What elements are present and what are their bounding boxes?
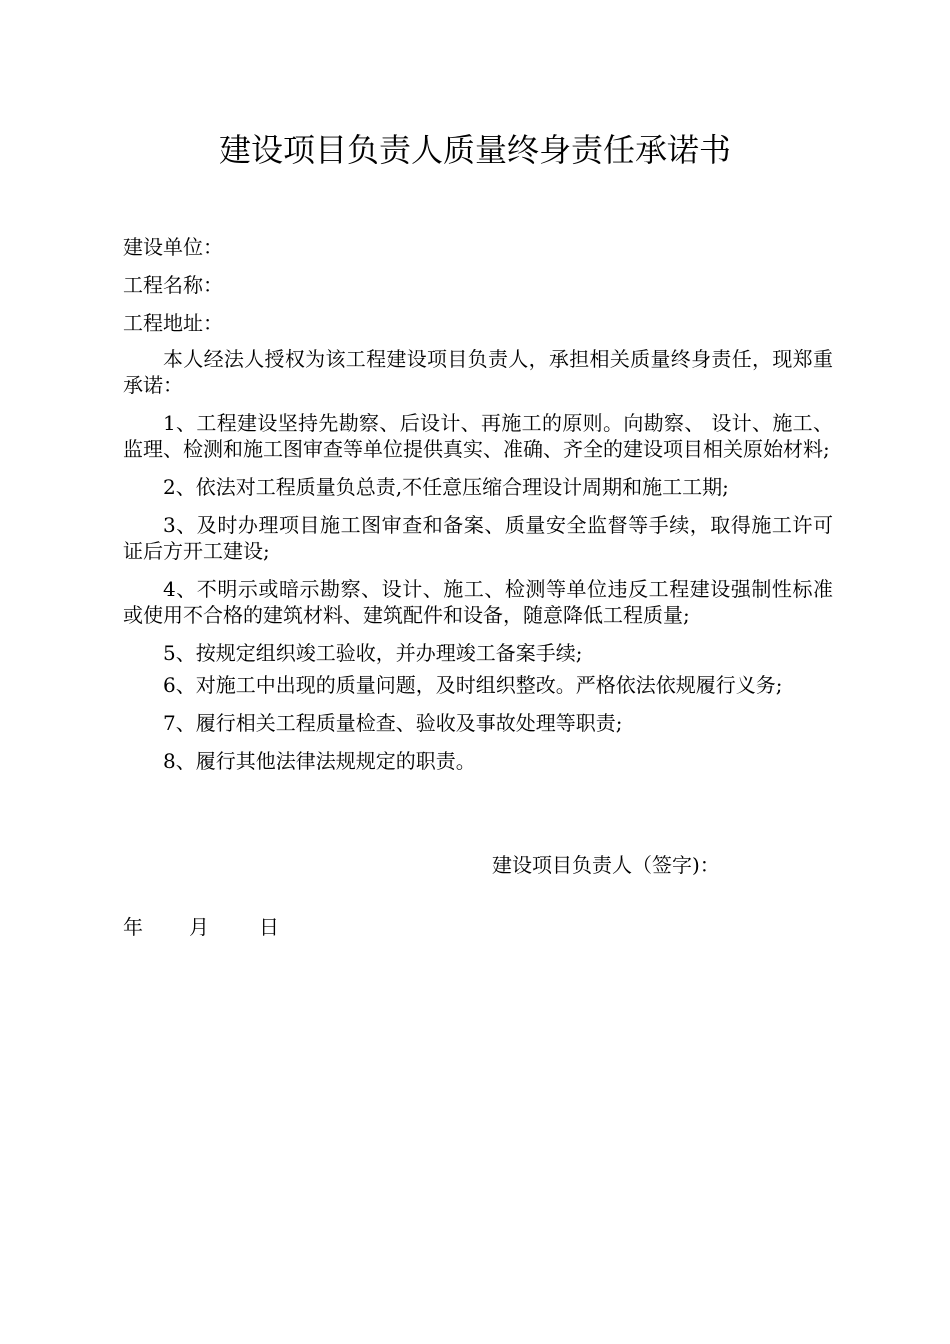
- field-construction-unit: 建设单位：: [123, 235, 223, 259]
- date-month: 月: [189, 915, 209, 939]
- date-year: 年: [123, 915, 143, 939]
- date-day: 日: [259, 915, 279, 939]
- commitment-2: 2、依法对工程质量负总责,不任意压缩合理设计周期和施工工期;: [163, 475, 729, 499]
- commitment-8: 8、履行其他法律法规规定的职责。: [163, 749, 476, 773]
- date-line: [123, 913, 279, 941]
- field-project-address: 工程地址：: [123, 311, 223, 335]
- commitment-6: 6、对施工中出现的质量问题，及时组织整改。严格依法依规履行义务;: [163, 673, 783, 697]
- commitment-7: 7、履行相关工程质量检查、验收及事故处理等职责;: [163, 711, 623, 735]
- field-project-name: 工程名称：: [123, 273, 223, 297]
- document-body: [123, 232, 833, 774]
- signature-label: 建设项目负责人（签字)：: [492, 853, 720, 877]
- document-title: 建设项目负责人质量终身责任承诺书: [218, 131, 731, 169]
- commitment-3: 3、及时办理项目施工图审查和备案、质量安全监督等手续，取得施工许可证后方开工建设;: [123, 513, 833, 563]
- commitment-5: 5、按规定组织竣工验收，并办理竣工备案手续;: [163, 641, 583, 665]
- commitment-1: 1、工程建设坚持先勘察、后设计、再施工的原则。向勘察、 设计、施工、监理、检测和施工图审查等单位提供真实、准确、齐全的建设项目相关原始材料;: [123, 411, 833, 461]
- commitment-4: 4、不明示或暗示勘察、设计、施工、检测等单位违反工程建设强制性标准或使用不合格的建筑材料、建筑配件和设备，随意降低工程质量;: [123, 577, 833, 627]
- intro-paragraph: 本人经法人授权为该工程建设项目负责人，承担相关质量终身责任，现郑重承诺：: [123, 347, 833, 397]
